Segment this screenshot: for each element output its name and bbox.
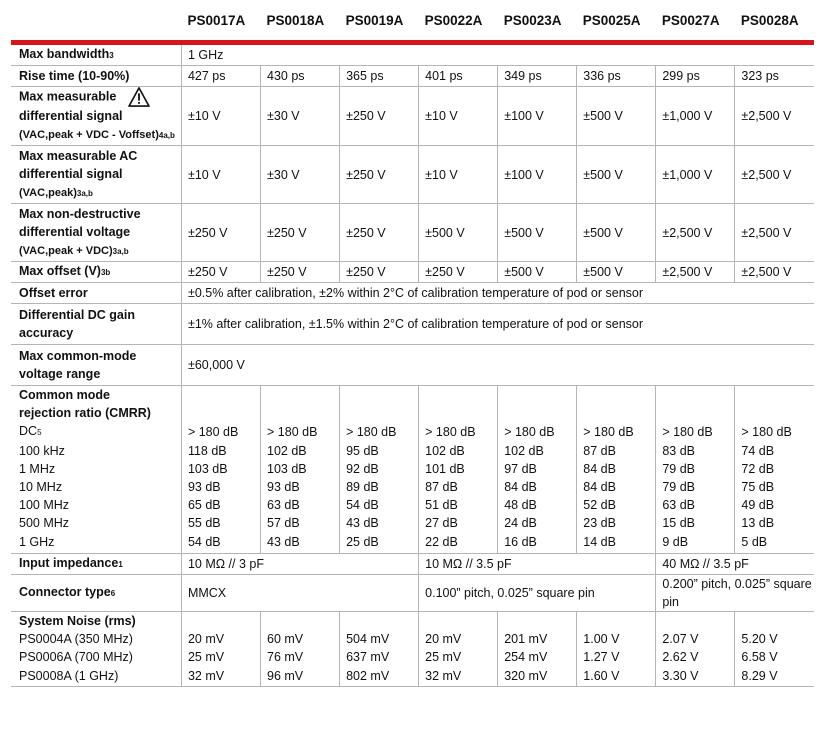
cell: ±1,000 V <box>656 87 735 146</box>
cell: 401 ps <box>419 66 498 87</box>
cell: ±2,500 V <box>735 87 814 146</box>
cell <box>577 386 656 423</box>
row-label: DC5 <box>19 424 42 438</box>
cell: 101 dB <box>419 460 498 478</box>
row-label: Differential DC gain accuracy <box>11 304 181 345</box>
cell: 5 dB <box>735 532 814 553</box>
cell: ±500 V <box>577 87 656 146</box>
cell <box>261 386 340 423</box>
cell: 51 dB <box>419 496 498 514</box>
cell <box>735 611 814 630</box>
cell: ±250 V <box>181 262 260 283</box>
cell: > 180 dB <box>577 422 656 442</box>
cell: ±500 V <box>498 262 577 283</box>
cell: 102 dB <box>261 442 340 460</box>
cell: ±10 V <box>181 87 260 146</box>
cell: ±250 V <box>181 204 260 262</box>
cell: 13 dB <box>735 514 814 532</box>
cell: 79 dB <box>656 478 735 496</box>
cell: ±250 V <box>340 204 419 262</box>
cell: 79 dB <box>656 460 735 478</box>
col-header: PS0017A <box>187 12 246 28</box>
cell: 72 dB <box>735 460 814 478</box>
cell: 430 ps <box>261 66 340 87</box>
row-connector <box>11 574 814 611</box>
cell: 323 ps <box>735 66 814 87</box>
row-label: Max measurable AC differential signal (VAC,peak)3a,b <box>11 146 181 204</box>
cell: 2.62 V <box>656 648 735 666</box>
cell: 48 dB <box>498 496 577 514</box>
row-noise <box>11 630 814 648</box>
cell: 76 mV <box>261 648 340 666</box>
row-cmrr <box>11 442 814 460</box>
cell: 60 mV <box>261 630 340 648</box>
cell: 93 dB <box>261 478 340 496</box>
cell <box>340 386 419 423</box>
cell <box>340 611 419 630</box>
cell: 89 dB <box>340 478 419 496</box>
cell: 1.27 V <box>577 648 656 666</box>
cell: 15 dB <box>656 514 735 532</box>
cell: 336 ps <box>577 66 656 87</box>
cell: 0.200” pitch, 0.025” square pin <box>656 574 814 611</box>
cell: ±10 V <box>419 87 498 146</box>
cell: 10 MΩ // 3 pF <box>181 553 418 574</box>
cell: 254 mV <box>498 648 577 666</box>
cell: ±0.5% after calibration, ±2% within 2°C of calibration temperature of pod or sensor <box>181 283 814 304</box>
cell: 637 mV <box>340 648 419 666</box>
row-label: PS0008A (1 GHz) <box>11 666 181 687</box>
cell: 10 MΩ // 3.5 pF <box>419 553 656 574</box>
cell: ±2,500 V <box>735 262 814 283</box>
cell: 0.100” pitch, 0.025” square pin <box>419 574 656 611</box>
row-non-destructive <box>11 204 814 262</box>
row-label: Rise time (10-90%) <box>11 66 181 87</box>
cell: > 180 dB <box>340 422 419 442</box>
row-bandwidth <box>11 43 814 66</box>
row-label: Input impedance1 <box>11 553 181 574</box>
cell: 5.20 V <box>735 630 814 648</box>
cell: 16 dB <box>498 532 577 553</box>
cell: ±10 V <box>181 146 260 204</box>
row-max-ac <box>11 146 814 204</box>
row-common-mode-range <box>11 345 814 386</box>
cell: ±250 V <box>340 146 419 204</box>
cell: 102 dB <box>419 442 498 460</box>
cell: ±2,500 V <box>735 146 814 204</box>
cell <box>498 386 577 423</box>
row-cmrr <box>11 514 814 532</box>
header-row <box>11 0 814 43</box>
row-label: Common mode rejection ratio (CMRR) <box>19 388 151 420</box>
col-header: PS0025A <box>582 12 641 28</box>
cell: 93 dB <box>181 478 260 496</box>
col-header: PS0023A <box>503 12 562 28</box>
cell: 97 dB <box>498 460 577 478</box>
row-label: Max measurable differential signal (VAC,peak + VDC - Voffset)4a,b <box>11 87 181 146</box>
cell <box>577 611 656 630</box>
cell: 9 dB <box>656 532 735 553</box>
cell: 1 GHz <box>181 43 814 66</box>
cell: 25 mV <box>181 648 260 666</box>
row-label: 100 kHz <box>19 444 65 458</box>
cell: 96 mV <box>261 666 340 687</box>
cell: 365 ps <box>340 66 419 87</box>
cell: ±250 V <box>261 204 340 262</box>
col-header: PS0027A <box>661 12 720 28</box>
row-noise-heading <box>11 611 814 630</box>
cell <box>656 386 735 423</box>
cell: 74 dB <box>735 442 814 460</box>
cell: 43 dB <box>340 514 419 532</box>
cell: ±500 V <box>577 204 656 262</box>
header-corner <box>11 0 181 43</box>
cell: 118 dB <box>181 442 260 460</box>
row-max-differential <box>11 87 814 146</box>
row-rise-time <box>11 66 814 87</box>
cell: 52 dB <box>577 496 656 514</box>
col-header: PS0022A <box>424 12 483 28</box>
cell: 57 dB <box>261 514 340 532</box>
cell: 1.00 V <box>577 630 656 648</box>
cell: 25 mV <box>419 648 498 666</box>
cell <box>181 611 260 630</box>
row-gain-accuracy <box>11 304 814 345</box>
cell <box>735 386 814 423</box>
row-cmrr-last <box>11 532 814 553</box>
row-noise <box>11 648 814 666</box>
cell: 320 mV <box>498 666 577 687</box>
cell: 103 dB <box>181 460 260 478</box>
row-label: 1 MHz <box>19 462 56 476</box>
cell: ±2,500 V <box>656 204 735 262</box>
cell: 32 mV <box>181 666 260 687</box>
cell <box>498 611 577 630</box>
cell: 84 dB <box>498 478 577 496</box>
cell: 43 dB <box>261 532 340 553</box>
cell: ±100 V <box>498 87 577 146</box>
row-cmrr <box>11 478 814 496</box>
cell: ±2,500 V <box>735 204 814 262</box>
cell: 6.58 V <box>735 648 814 666</box>
cell: 92 dB <box>340 460 419 478</box>
cell: 63 dB <box>656 496 735 514</box>
cell: 75 dB <box>735 478 814 496</box>
col-header: PS0019A <box>345 12 404 28</box>
cell: ±250 V <box>261 262 340 283</box>
cell: 87 dB <box>419 478 498 496</box>
cell <box>656 611 735 630</box>
cell: 2.07 V <box>656 630 735 648</box>
spec-table <box>11 0 814 687</box>
cell: 40 MΩ // 3.5 pF <box>656 553 814 574</box>
cell: 802 mV <box>340 666 419 687</box>
cell: 427 ps <box>181 66 260 87</box>
cell <box>261 611 340 630</box>
cell: 20 mV <box>181 630 260 648</box>
cell: > 180 dB <box>261 422 340 442</box>
cell: > 180 dB <box>181 422 260 442</box>
row-label: Max common-mode voltage range <box>11 345 181 386</box>
cell: 54 dB <box>181 532 260 553</box>
cell: ±1,000 V <box>656 146 735 204</box>
cell: 1.60 V <box>577 666 656 687</box>
cell: ±250 V <box>419 262 498 283</box>
row-cmrr <box>11 496 814 514</box>
cell: 14 dB <box>577 532 656 553</box>
row-label: 500 MHz <box>19 516 70 530</box>
cell: > 180 dB <box>656 422 735 442</box>
row-cmrr <box>11 422 814 442</box>
cell: 3.30 V <box>656 666 735 687</box>
cell: ±30 V <box>261 146 340 204</box>
cell: > 180 dB <box>419 422 498 442</box>
cell: ±250 V <box>340 262 419 283</box>
cell: ±10 V <box>419 146 498 204</box>
cell <box>419 386 498 423</box>
row-label: PS0006A (700 MHz) <box>19 649 133 664</box>
cell: 24 dB <box>498 514 577 532</box>
cell: 349 ps <box>498 66 577 87</box>
cell: > 180 dB <box>498 422 577 442</box>
cell: 23 dB <box>577 514 656 532</box>
row-cmrr-heading <box>11 386 814 423</box>
row-noise-last <box>11 666 814 687</box>
row-max-offset <box>11 262 814 283</box>
row-label: Offset error <box>11 283 181 304</box>
row-label: System Noise (rms) <box>19 613 136 628</box>
cell: > 180 dB <box>735 422 814 442</box>
cell: 83 dB <box>656 442 735 460</box>
cell: ±500 V <box>577 146 656 204</box>
col-header: PS0028A <box>740 12 799 28</box>
cell: ±2,500 V <box>656 262 735 283</box>
cell: 27 dB <box>419 514 498 532</box>
row-label: 100 MHz <box>19 498 70 512</box>
cell: 22 dB <box>419 532 498 553</box>
cell: 84 dB <box>577 460 656 478</box>
cell: 20 mV <box>419 630 498 648</box>
row-label: Max non-destructive differential voltage (VAC,peak + VDC)3a,b <box>11 204 181 262</box>
row-label: Connector type6 <box>11 574 181 611</box>
cell: 102 dB <box>498 442 577 460</box>
cell: ±1% after calibration, ±1.5% within 2°C of calibration temperature of pod or sensor <box>181 304 814 345</box>
row-cmrr <box>11 460 814 478</box>
cell: 32 mV <box>419 666 498 687</box>
cell: 55 dB <box>181 514 260 532</box>
row-label: Max bandwidth3 <box>11 43 181 66</box>
cell: 201 mV <box>498 630 577 648</box>
cell: 504 mV <box>340 630 419 648</box>
cell: MMCX <box>181 574 418 611</box>
row-input-impedance <box>11 553 814 574</box>
cell: ±500 V <box>498 204 577 262</box>
cell: 63 dB <box>261 496 340 514</box>
cell: ±500 V <box>577 262 656 283</box>
cell: 8.29 V <box>735 666 814 687</box>
cell: ±60,000 V <box>181 345 814 386</box>
cell: 54 dB <box>340 496 419 514</box>
cell <box>181 386 260 423</box>
cell: ±250 V <box>340 87 419 146</box>
col-header: PS0018A <box>266 12 325 28</box>
row-label: PS0004A (350 MHz) <box>19 631 133 646</box>
warning-triangle-icon <box>128 87 150 107</box>
cell: 65 dB <box>181 496 260 514</box>
cell: 95 dB <box>340 442 419 460</box>
cell: 103 dB <box>261 460 340 478</box>
cell: ±500 V <box>419 204 498 262</box>
row-offset-error <box>11 283 814 304</box>
cell: 25 dB <box>340 532 419 553</box>
cell: 87 dB <box>577 442 656 460</box>
cell: ±100 V <box>498 146 577 204</box>
cell <box>419 611 498 630</box>
cell: ±30 V <box>261 87 340 146</box>
row-label: Max offset (V)3b <box>11 262 181 283</box>
cell: 49 dB <box>735 496 814 514</box>
cell: 84 dB <box>577 478 656 496</box>
row-label: 1 GHz <box>11 532 181 553</box>
cell: 299 ps <box>656 66 735 87</box>
row-label: 10 MHz <box>19 480 63 494</box>
